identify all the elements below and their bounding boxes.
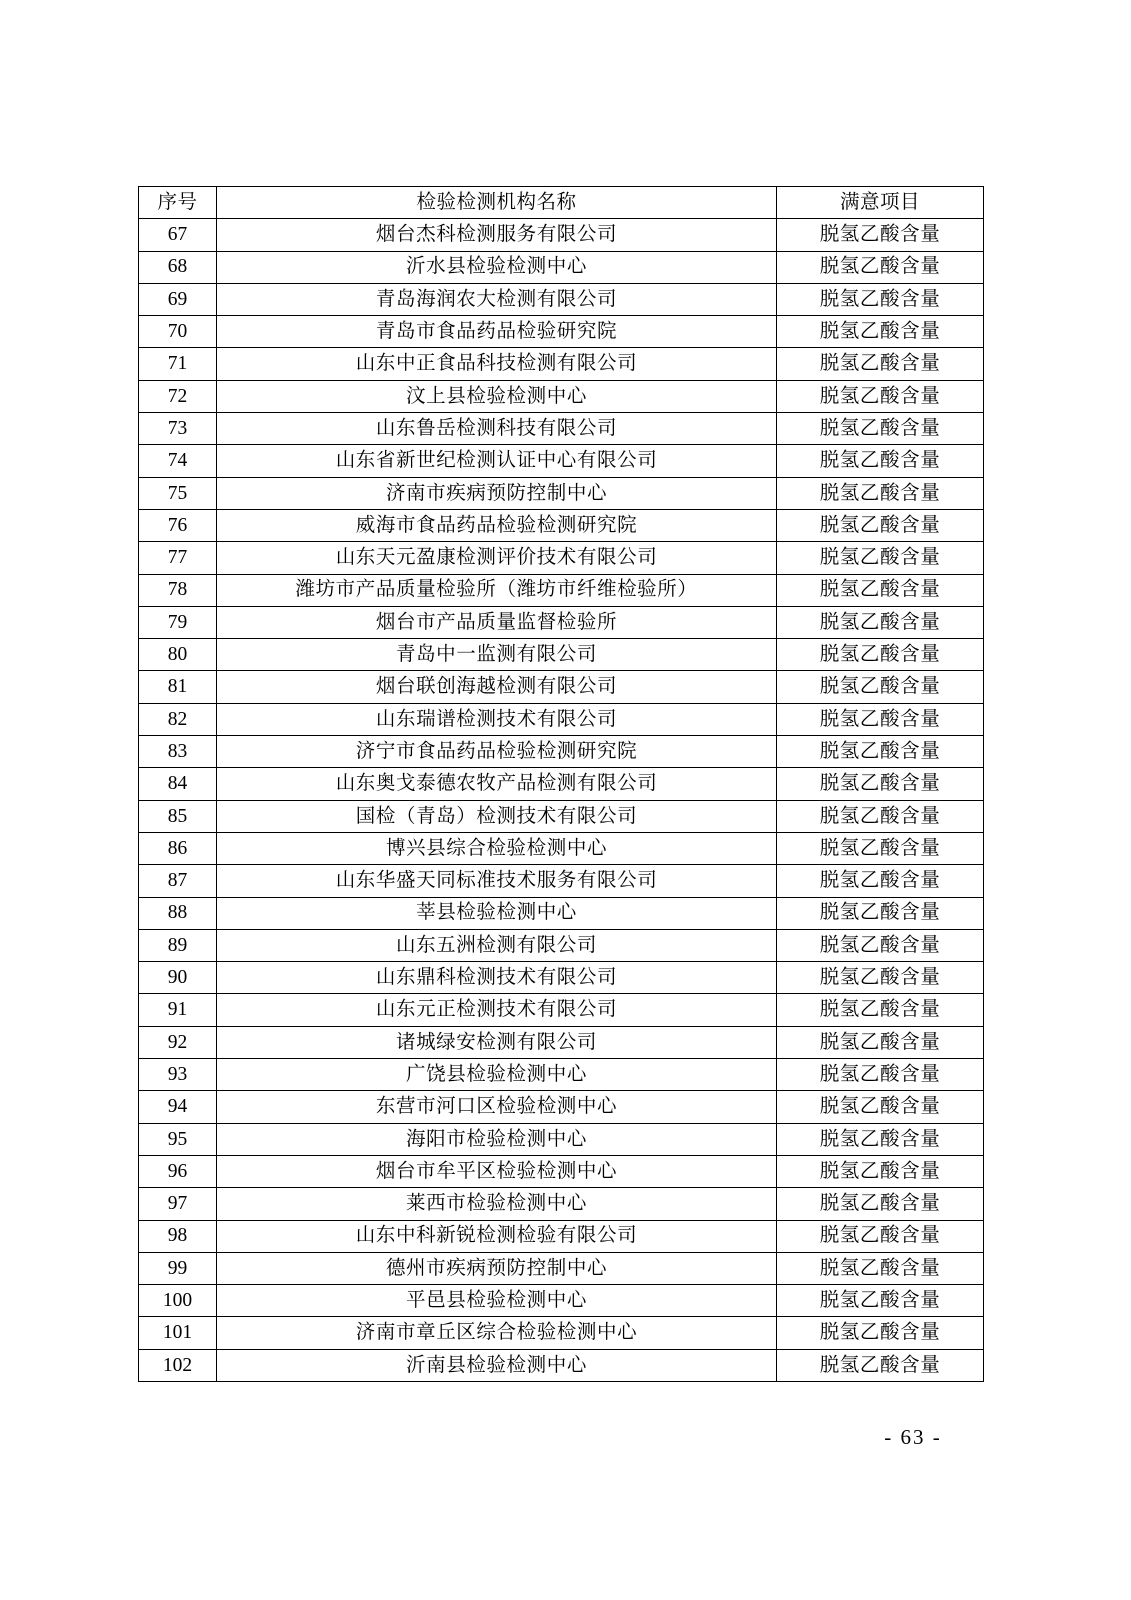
- cell-index: 71: [139, 348, 217, 380]
- table-row: [139, 1155, 984, 1187]
- table-row: [139, 1285, 984, 1317]
- cell-index: 83: [139, 736, 217, 768]
- cell-satisfied-item: 脱氢乙酸含量: [777, 316, 984, 348]
- cell-satisfied-item: 脱氢乙酸含量: [777, 671, 984, 703]
- cell-index: 77: [139, 542, 217, 574]
- cell-satisfied-item: 脱氢乙酸含量: [777, 1349, 984, 1381]
- cell-index: 76: [139, 509, 217, 541]
- cell-institution-name: 山东鼎科检测技术有限公司: [217, 962, 777, 994]
- institutions-table-container: [138, 186, 983, 1382]
- cell-index: 69: [139, 283, 217, 315]
- table-body: [139, 219, 984, 1382]
- cell-institution-name: 威海市食品药品检验检测研究院: [217, 509, 777, 541]
- cell-index: 89: [139, 929, 217, 961]
- table-row: [139, 1220, 984, 1252]
- cell-satisfied-item: 脱氢乙酸含量: [777, 477, 984, 509]
- cell-satisfied-item: 脱氢乙酸含量: [777, 574, 984, 606]
- table-row: [139, 832, 984, 864]
- cell-institution-name: 山东瑞谱检测技术有限公司: [217, 703, 777, 735]
- cell-institution-name: 济南市章丘区综合检验检测中心: [217, 1317, 777, 1349]
- cell-institution-name: 沂水县检验检测中心: [217, 251, 777, 283]
- table-row: [139, 283, 984, 315]
- cell-index: 96: [139, 1155, 217, 1187]
- cell-index: 67: [139, 219, 217, 251]
- column-header-satisfied-item: 满意项目: [777, 187, 984, 219]
- cell-satisfied-item: 脱氢乙酸含量: [777, 1252, 984, 1284]
- table-row: [139, 1349, 984, 1381]
- table-row: [139, 994, 984, 1026]
- cell-index: 92: [139, 1026, 217, 1058]
- cell-index: 70: [139, 316, 217, 348]
- cell-institution-name: 山东省新世纪检测认证中心有限公司: [217, 445, 777, 477]
- cell-satisfied-item: 脱氢乙酸含量: [777, 542, 984, 574]
- table-row: [139, 865, 984, 897]
- table-row: [139, 316, 984, 348]
- cell-institution-name: 山东鲁岳检测科技有限公司: [217, 413, 777, 445]
- cell-satisfied-item: 脱氢乙酸含量: [777, 1091, 984, 1123]
- table-row: [139, 1188, 984, 1220]
- cell-index: 75: [139, 477, 217, 509]
- table-row: [139, 1091, 984, 1123]
- cell-index: 72: [139, 380, 217, 412]
- cell-institution-name: 烟台联创海越检测有限公司: [217, 671, 777, 703]
- table-row: [139, 639, 984, 671]
- cell-satisfied-item: 脱氢乙酸含量: [777, 1155, 984, 1187]
- page-number: - 63 -: [884, 1425, 942, 1449]
- cell-index: 87: [139, 865, 217, 897]
- cell-satisfied-item: 脱氢乙酸含量: [777, 445, 984, 477]
- cell-index: 93: [139, 1059, 217, 1091]
- cell-institution-name: 青岛中一监测有限公司: [217, 639, 777, 671]
- cell-satisfied-item: 脱氢乙酸含量: [777, 348, 984, 380]
- table-row: [139, 509, 984, 541]
- cell-satisfied-item: 脱氢乙酸含量: [777, 283, 984, 315]
- table-row: [139, 897, 984, 929]
- table-row: [139, 768, 984, 800]
- table-row: [139, 1026, 984, 1058]
- cell-satisfied-item: 脱氢乙酸含量: [777, 865, 984, 897]
- cell-satisfied-item: 脱氢乙酸含量: [777, 1317, 984, 1349]
- cell-index: 94: [139, 1091, 217, 1123]
- cell-satisfied-item: 脱氢乙酸含量: [777, 1285, 984, 1317]
- cell-index: 85: [139, 800, 217, 832]
- cell-institution-name: 山东天元盈康检测评价技术有限公司: [217, 542, 777, 574]
- cell-satisfied-item: 脱氢乙酸含量: [777, 897, 984, 929]
- cell-satisfied-item: 脱氢乙酸含量: [777, 800, 984, 832]
- cell-index: 79: [139, 606, 217, 638]
- cell-index: 80: [139, 639, 217, 671]
- table-row: [139, 1059, 984, 1091]
- table-row: [139, 413, 984, 445]
- table-header: [139, 187, 984, 219]
- cell-institution-name: 山东五洲检测有限公司: [217, 929, 777, 961]
- cell-institution-name: 博兴县综合检验检测中心: [217, 832, 777, 864]
- cell-index: 68: [139, 251, 217, 283]
- table-row: [139, 671, 984, 703]
- table-row: [139, 800, 984, 832]
- cell-institution-name: 东营市河口区检验检测中心: [217, 1091, 777, 1123]
- column-header-index: 序号: [139, 187, 217, 219]
- cell-institution-name: 德州市疾病预防控制中心: [217, 1252, 777, 1284]
- cell-index: 99: [139, 1252, 217, 1284]
- cell-institution-name: 莘县检验检测中心: [217, 897, 777, 929]
- cell-index: 82: [139, 703, 217, 735]
- table-row: [139, 1252, 984, 1284]
- cell-institution-name: 青岛海润农大检测有限公司: [217, 283, 777, 315]
- table-row: [139, 445, 984, 477]
- table-row: [139, 962, 984, 994]
- cell-institution-name: 莱西市检验检测中心: [217, 1188, 777, 1220]
- cell-index: 73: [139, 413, 217, 445]
- table-row: [139, 703, 984, 735]
- cell-index: 74: [139, 445, 217, 477]
- cell-satisfied-item: 脱氢乙酸含量: [777, 509, 984, 541]
- cell-satisfied-item: 脱氢乙酸含量: [777, 1188, 984, 1220]
- cell-index: 84: [139, 768, 217, 800]
- cell-institution-name: 山东华盛天同标准技术服务有限公司: [217, 865, 777, 897]
- cell-satisfied-item: 脱氢乙酸含量: [777, 832, 984, 864]
- cell-satisfied-item: 脱氢乙酸含量: [777, 606, 984, 638]
- cell-institution-name: 国检（青岛）检测技术有限公司: [217, 800, 777, 832]
- cell-institution-name: 海阳市检验检测中心: [217, 1123, 777, 1155]
- cell-index: 102: [139, 1349, 217, 1381]
- cell-institution-name: 广饶县检验检测中心: [217, 1059, 777, 1091]
- cell-index: 90: [139, 962, 217, 994]
- cell-institution-name: 沂南县检验检测中心: [217, 1349, 777, 1381]
- cell-institution-name: 山东元正检测技术有限公司: [217, 994, 777, 1026]
- cell-institution-name: 济南市疾病预防控制中心: [217, 477, 777, 509]
- cell-institution-name: 青岛市食品药品检验研究院: [217, 316, 777, 348]
- table-row: [139, 1317, 984, 1349]
- cell-satisfied-item: 脱氢乙酸含量: [777, 1123, 984, 1155]
- cell-index: 101: [139, 1317, 217, 1349]
- cell-satisfied-item: 脱氢乙酸含量: [777, 1059, 984, 1091]
- cell-satisfied-item: 脱氢乙酸含量: [777, 380, 984, 412]
- table-row: [139, 736, 984, 768]
- table-row: [139, 1123, 984, 1155]
- cell-satisfied-item: 脱氢乙酸含量: [777, 768, 984, 800]
- table-row: [139, 380, 984, 412]
- cell-institution-name: 诸城绿安检测有限公司: [217, 1026, 777, 1058]
- table-row: [139, 348, 984, 380]
- cell-satisfied-item: 脱氢乙酸含量: [777, 703, 984, 735]
- cell-index: 88: [139, 897, 217, 929]
- cell-institution-name: 山东奥戈泰德农牧产品检测有限公司: [217, 768, 777, 800]
- cell-index: 98: [139, 1220, 217, 1252]
- cell-index: 86: [139, 832, 217, 864]
- cell-satisfied-item: 脱氢乙酸含量: [777, 219, 984, 251]
- cell-index: 91: [139, 994, 217, 1026]
- cell-satisfied-item: 脱氢乙酸含量: [777, 1026, 984, 1058]
- cell-satisfied-item: 脱氢乙酸含量: [777, 736, 984, 768]
- cell-institution-name: 济宁市食品药品检验检测研究院: [217, 736, 777, 768]
- cell-institution-name: 潍坊市产品质量检验所（潍坊市纤维检验所）: [217, 574, 777, 606]
- cell-satisfied-item: 脱氢乙酸含量: [777, 639, 984, 671]
- cell-index: 100: [139, 1285, 217, 1317]
- table-row: [139, 219, 984, 251]
- cell-index: 78: [139, 574, 217, 606]
- cell-satisfied-item: 脱氢乙酸含量: [777, 1220, 984, 1252]
- column-header-institution-name: 检验检测机构名称: [217, 187, 777, 219]
- table-row: [139, 929, 984, 961]
- cell-satisfied-item: 脱氢乙酸含量: [777, 962, 984, 994]
- cell-satisfied-item: 脱氢乙酸含量: [777, 994, 984, 1026]
- table-row: [139, 574, 984, 606]
- cell-institution-name: 山东中科新锐检测检验有限公司: [217, 1220, 777, 1252]
- cell-institution-name: 平邑县检验检测中心: [217, 1285, 777, 1317]
- cell-satisfied-item: 脱氢乙酸含量: [777, 413, 984, 445]
- table-header-row: [139, 187, 984, 219]
- cell-institution-name: 汶上县检验检测中心: [217, 380, 777, 412]
- table-row: [139, 606, 984, 638]
- cell-satisfied-item: 脱氢乙酸含量: [777, 929, 984, 961]
- cell-institution-name: 烟台市牟平区检验检测中心: [217, 1155, 777, 1187]
- cell-index: 95: [139, 1123, 217, 1155]
- cell-institution-name: 烟台市产品质量监督检验所: [217, 606, 777, 638]
- cell-index: 81: [139, 671, 217, 703]
- cell-institution-name: 山东中正食品科技检测有限公司: [217, 348, 777, 380]
- institutions-table: [138, 186, 984, 1382]
- table-row: [139, 542, 984, 574]
- cell-satisfied-item: 脱氢乙酸含量: [777, 251, 984, 283]
- table-row: [139, 477, 984, 509]
- cell-institution-name: 烟台杰科检测服务有限公司: [217, 219, 777, 251]
- cell-index: 97: [139, 1188, 217, 1220]
- table-row: [139, 251, 984, 283]
